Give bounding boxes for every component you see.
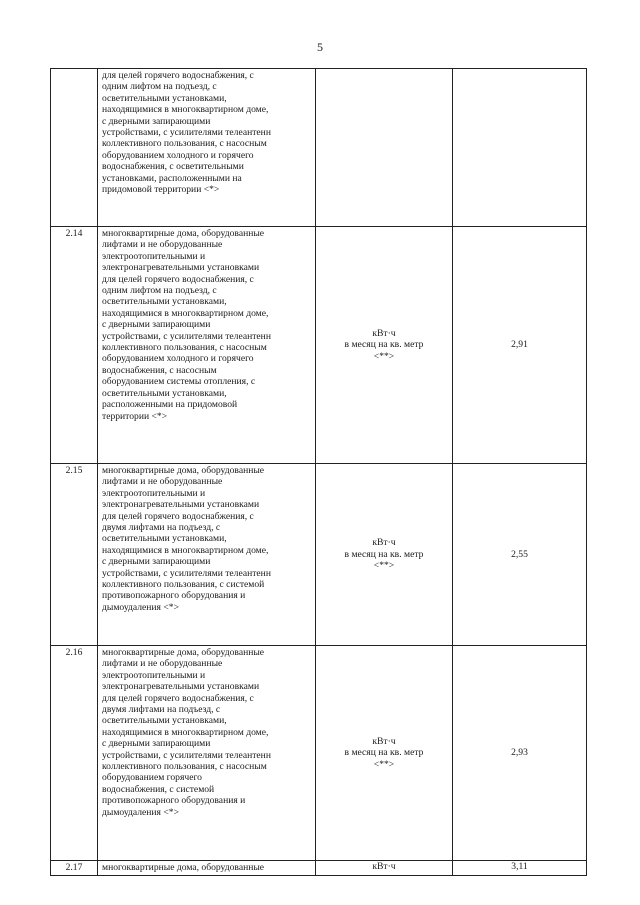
- unit-line: в месяц на кв. метр: [344, 548, 424, 560]
- unit-line: кВт·ч: [372, 327, 396, 339]
- table-row: [51, 69, 587, 227]
- description-line: с дверными запирающими: [102, 738, 211, 750]
- description-line: дымоудаления <*>: [102, 601, 179, 613]
- description-line: электронагревательными установками: [102, 681, 260, 693]
- description-line: электроотопительными и: [102, 250, 206, 262]
- description-line: для целей горячего водоснабжения, с: [102, 510, 254, 522]
- value-cell: [453, 69, 587, 227]
- description-line: с дверными запирающими: [102, 115, 211, 127]
- row-number-cell: 2.15: [51, 464, 98, 646]
- unit-cell: [316, 227, 453, 464]
- description-line: электронагревательными установками: [102, 262, 260, 274]
- description-line: водоснабжения, с насосным: [102, 364, 217, 376]
- description-line: многоквартирные дома, оборудованные: [102, 228, 265, 239]
- description-line: установками, расположенными на: [102, 172, 242, 184]
- description-cell: [98, 227, 316, 464]
- description-line: многоквартирные дома, оборудованные: [102, 862, 265, 873]
- description-line: находящимися в многоквартирном доме,: [102, 544, 269, 556]
- description-line: осветительными установками,: [102, 92, 227, 104]
- table-row: [51, 646, 587, 861]
- description-line: для целей горячего водоснабжения, с: [102, 273, 254, 285]
- description-line: оборудованием горячего: [102, 772, 202, 784]
- table-row: [51, 464, 587, 646]
- description-line: для целей горячего водоснабжения, с: [102, 692, 254, 704]
- description-line: электронагревательными установками: [102, 499, 260, 511]
- description-line: противопожарного оборудования и: [102, 590, 246, 602]
- table-row: [51, 861, 587, 876]
- row-number-cell: [51, 69, 98, 227]
- unit-cell: [316, 69, 453, 227]
- unit-line: <**>: [373, 560, 395, 572]
- description-line: электроотопительными и: [102, 487, 206, 499]
- value-cell: 2,91: [453, 227, 587, 464]
- description-line: оборудованием системы отопления, с: [102, 376, 256, 388]
- unit-cell: [316, 861, 453, 876]
- description-cell: [98, 861, 316, 876]
- description-line: устройствами, с усилителями телеантенн: [102, 127, 271, 139]
- description-line: осветительными установками,: [102, 387, 227, 399]
- description-line: многоквартирные дома, оборудованные: [102, 465, 265, 476]
- unit-line: в месяц на кв. метр: [344, 339, 424, 351]
- description-line: устройствами, с усилителями телеантенн: [102, 567, 271, 579]
- description-line: устройствами, с усилителями телеантенн: [102, 330, 271, 342]
- description-line: коллективного пользования, с насосным: [102, 342, 267, 354]
- unit-line: <**>: [373, 350, 395, 362]
- description-line: двумя лифтами на подъезд, с: [102, 522, 221, 534]
- description-line: расположенными на придомовой: [102, 399, 238, 411]
- description-cell: [98, 464, 316, 646]
- description-line: дымоудаления <*>: [102, 806, 179, 818]
- unit-line: в месяц на кв. метр: [344, 747, 424, 759]
- description-line: коллективного пользования, с системой: [102, 579, 265, 591]
- row-number-cell: 2.16: [51, 646, 98, 861]
- description-line: осветительными установками,: [102, 533, 227, 545]
- table-row: [51, 227, 587, 464]
- description-line: с дверными запирающими: [102, 319, 211, 331]
- description-cell: [98, 646, 316, 861]
- description-line: двумя лифтами на подъезд, с: [102, 704, 221, 716]
- value-cell: 3,11: [453, 861, 587, 876]
- description-line: оборудованием холодного и горячего: [102, 353, 254, 365]
- description-line: лифтами и не оборудованные: [102, 239, 223, 251]
- description-line: коллективного пользования, с насосным: [102, 138, 267, 150]
- description-line: коллективного пользования, с насосным: [102, 761, 267, 773]
- description-line: противопожарного оборудования и: [102, 795, 246, 807]
- description-line: водоснабжения, с системой: [102, 783, 215, 795]
- description-line: находящимися в многоквартирном доме,: [102, 726, 269, 738]
- description-line: лифтами и не оборудованные: [102, 476, 223, 488]
- description-line: территории <*>: [102, 410, 168, 422]
- value-cell: 2,93: [453, 646, 587, 861]
- page-number: 5: [317, 40, 323, 54]
- row-number-cell: 2.14: [51, 227, 98, 464]
- description-line: многоквартирные дома, оборудованные: [102, 647, 265, 658]
- description-cell: [98, 69, 316, 227]
- unit-line: кВт·ч: [372, 537, 396, 549]
- description-line: находящимися в многоквартирном доме,: [102, 307, 269, 319]
- unit-cell: [316, 464, 453, 646]
- row-number-cell: 2.17: [51, 861, 98, 876]
- unit-cell: [316, 646, 453, 861]
- unit-line: кВт·ч: [372, 735, 396, 747]
- description-line: одним лифтом на подъезд, с: [102, 81, 217, 93]
- description-line: с дверными запирающими: [102, 556, 211, 568]
- description-line: одним лифтом на подъезд, с: [102, 285, 217, 297]
- description-line: устройствами, с усилителями телеантенн: [102, 749, 271, 761]
- description-line: водоснабжения, с осветительными: [102, 161, 244, 173]
- description-line: для целей горячего водоснабжения, с: [102, 70, 254, 81]
- description-line: придомовой территории <*>: [102, 184, 220, 196]
- description-line: осветительными установками,: [102, 715, 227, 727]
- description-line: электроотопительными и: [102, 669, 206, 681]
- value-cell: 2,55: [453, 464, 587, 646]
- tariff-table: [50, 68, 587, 876]
- description-line: оборудованием холодного и горячего: [102, 149, 254, 161]
- unit-line: кВт·ч: [372, 861, 396, 872]
- unit-line: <**>: [373, 758, 395, 770]
- description-line: осветительными установками,: [102, 296, 227, 308]
- description-line: лифтами и не оборудованные: [102, 658, 223, 670]
- description-line: находящимися в многоквартирном доме,: [102, 104, 269, 116]
